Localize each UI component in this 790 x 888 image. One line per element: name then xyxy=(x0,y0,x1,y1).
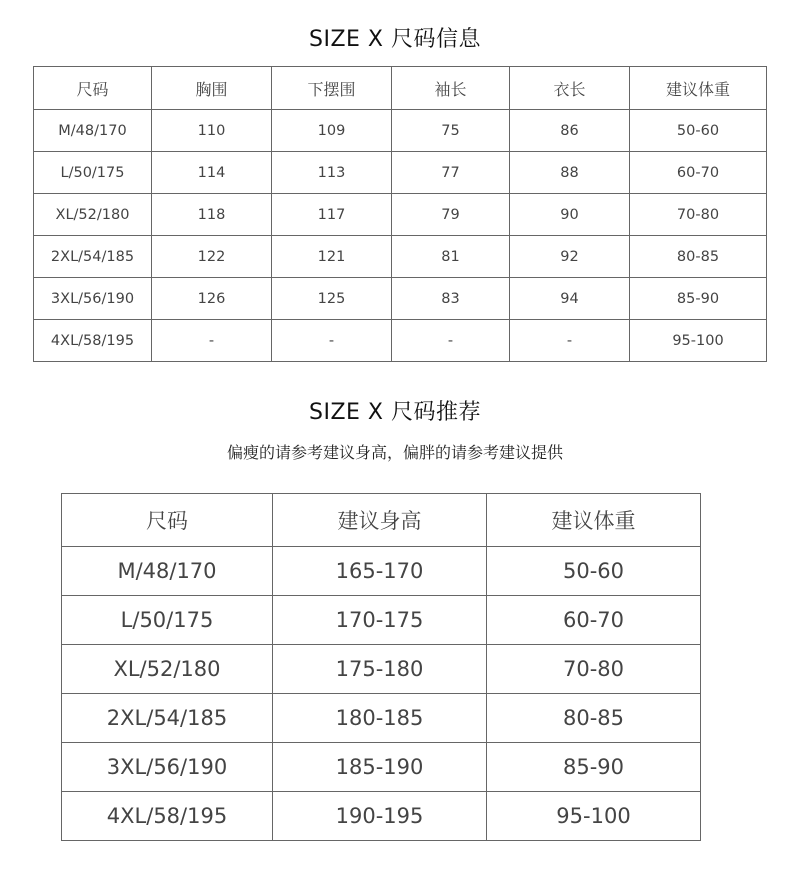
cell-length: - xyxy=(510,320,630,362)
cell-height: 185-190 xyxy=(273,743,487,792)
header-sleeve: 袖长 xyxy=(392,67,510,110)
cell-length: 92 xyxy=(510,236,630,278)
cell-length: 94 xyxy=(510,278,630,320)
cell-chest: 114 xyxy=(152,152,272,194)
cell-weight: 80-85 xyxy=(630,236,767,278)
cell-weight: 95-100 xyxy=(487,792,701,841)
cell-sleeve: - xyxy=(392,320,510,362)
cell-size: L/50/175 xyxy=(62,596,273,645)
table-header-row xyxy=(34,67,767,110)
table-row xyxy=(34,278,767,320)
cell-size: 4XL/58/195 xyxy=(62,792,273,841)
cell-length: 88 xyxy=(510,152,630,194)
cell-weight: 70-80 xyxy=(630,194,767,236)
cell-size: 2XL/54/185 xyxy=(34,236,152,278)
cell-height: 175-180 xyxy=(273,645,487,694)
table-row xyxy=(62,547,701,596)
cell-chest: 122 xyxy=(152,236,272,278)
cell-chest: - xyxy=(152,320,272,362)
table-row xyxy=(34,236,767,278)
cell-weight: 50-60 xyxy=(630,110,767,152)
table-header-row xyxy=(62,494,701,547)
cell-size: 3XL/56/190 xyxy=(34,278,152,320)
cell-weight: 85-90 xyxy=(487,743,701,792)
cell-hem: - xyxy=(272,320,392,362)
cell-height: 165-170 xyxy=(273,547,487,596)
cell-height: 170-175 xyxy=(273,596,487,645)
table-row xyxy=(62,645,701,694)
size-recommend-title: SIZE X 尺码推荐 xyxy=(309,400,481,425)
table-row xyxy=(62,596,701,645)
cell-chest: 126 xyxy=(152,278,272,320)
cell-hem: 117 xyxy=(272,194,392,236)
cell-size: XL/52/180 xyxy=(34,194,152,236)
cell-sleeve: 81 xyxy=(392,236,510,278)
cell-weight: 60-70 xyxy=(487,596,701,645)
size-info-title: SIZE X 尺码信息 xyxy=(309,27,481,52)
table-row xyxy=(62,694,701,743)
cell-hem: 121 xyxy=(272,236,392,278)
header-height: 建议身高 xyxy=(273,494,487,547)
header-weight: 建议体重 xyxy=(487,494,701,547)
size-info-table xyxy=(33,66,767,362)
header-weight: 建议体重 xyxy=(630,67,767,110)
table-row xyxy=(34,152,767,194)
cell-length: 86 xyxy=(510,110,630,152)
cell-length: 90 xyxy=(510,194,630,236)
cell-weight: 95-100 xyxy=(630,320,767,362)
cell-size: 4XL/58/195 xyxy=(34,320,152,362)
table-row xyxy=(62,792,701,841)
cell-weight: 70-80 xyxy=(487,645,701,694)
cell-weight: 60-70 xyxy=(630,152,767,194)
cell-hem: 125 xyxy=(272,278,392,320)
size-recommend-table xyxy=(61,493,701,841)
table-row xyxy=(34,320,767,362)
cell-chest: 118 xyxy=(152,194,272,236)
cell-weight: 80-85 xyxy=(487,694,701,743)
cell-sleeve: 79 xyxy=(392,194,510,236)
cell-size: 3XL/56/190 xyxy=(62,743,273,792)
table-row xyxy=(62,743,701,792)
header-size: 尺码 xyxy=(62,494,273,547)
header-size: 尺码 xyxy=(34,67,152,110)
size-recommend-subtitle: 偏瘦的请参考建议身高，偏胖的请参考建议提供 xyxy=(226,443,563,462)
cell-height: 190-195 xyxy=(273,792,487,841)
cell-height: 180-185 xyxy=(273,694,487,743)
cell-weight: 85-90 xyxy=(630,278,767,320)
cell-sleeve: 75 xyxy=(392,110,510,152)
cell-size: 2XL/54/185 xyxy=(62,694,273,743)
cell-hem: 109 xyxy=(272,110,392,152)
table-row xyxy=(34,194,767,236)
cell-size: XL/52/180 xyxy=(62,645,273,694)
cell-size: L/50/175 xyxy=(34,152,152,194)
header-length: 衣长 xyxy=(510,67,630,110)
table-row xyxy=(34,110,767,152)
cell-sleeve: 77 xyxy=(392,152,510,194)
cell-sleeve: 83 xyxy=(392,278,510,320)
cell-size: M/48/170 xyxy=(62,547,273,596)
cell-weight: 50-60 xyxy=(487,547,701,596)
cell-size: M/48/170 xyxy=(34,110,152,152)
header-chest: 胸围 xyxy=(152,67,272,110)
cell-hem: 113 xyxy=(272,152,392,194)
cell-chest: 110 xyxy=(152,110,272,152)
header-hem: 下摆围 xyxy=(272,67,392,110)
